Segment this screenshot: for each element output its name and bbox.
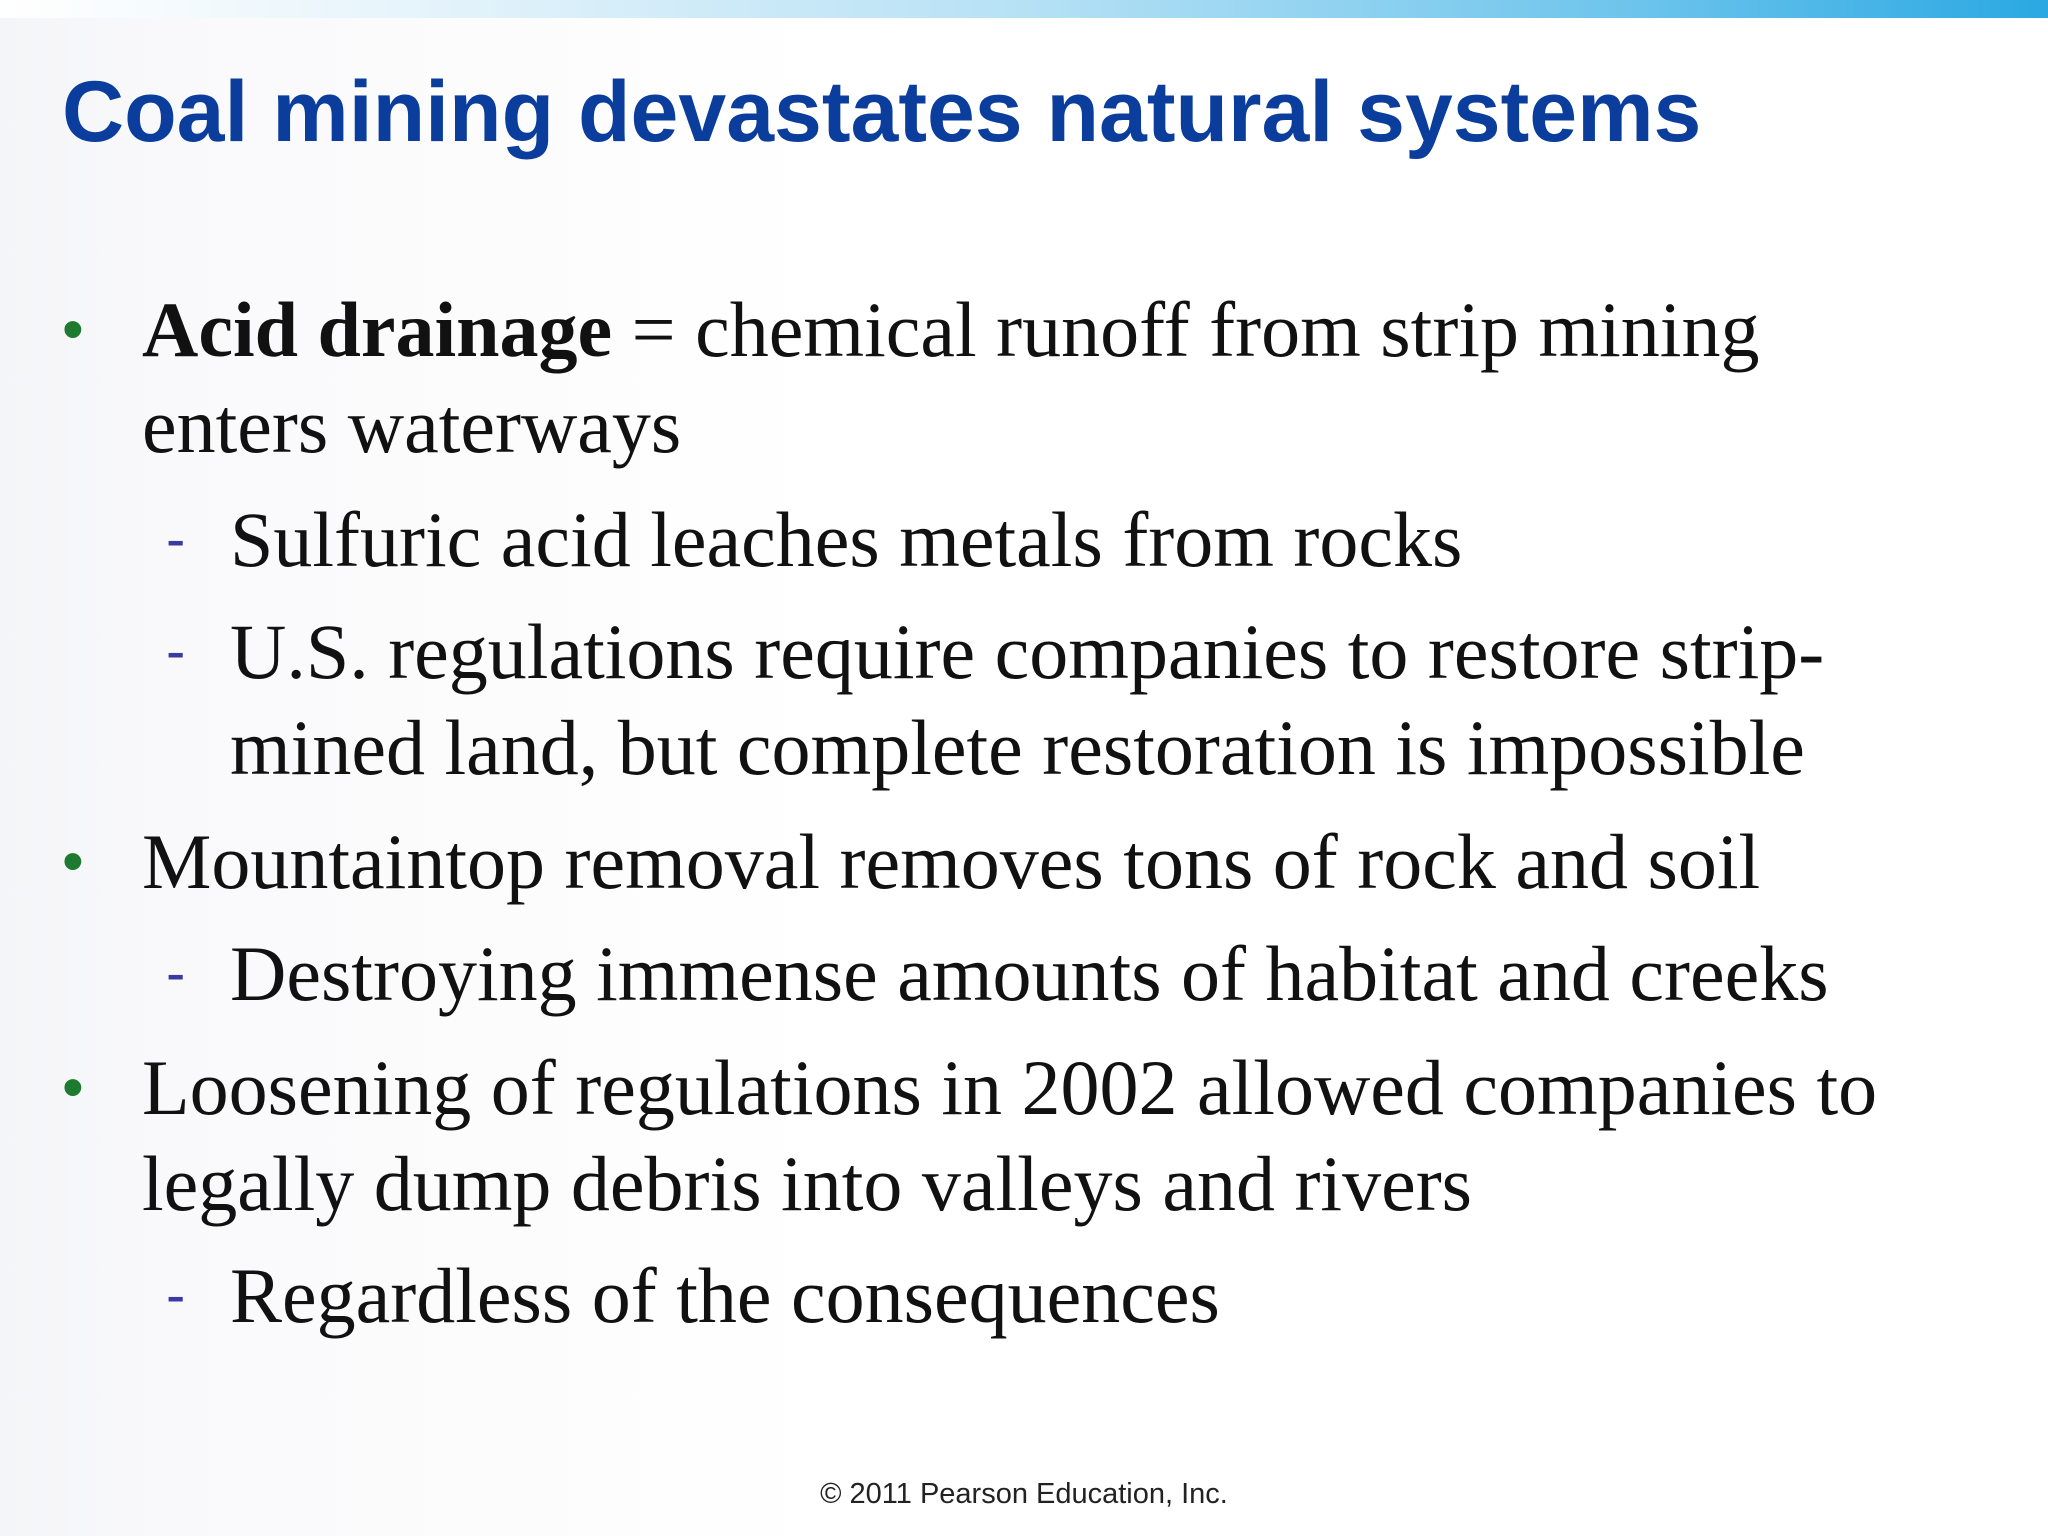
bullet-1-term: Acid drainage xyxy=(142,286,613,373)
subpoint-1-1: Sulfuric acid leaches metals from rocks xyxy=(230,496,1463,583)
subpoint-3-1: Regardless of the consequences xyxy=(230,1252,1220,1339)
bullet-icon: • xyxy=(62,827,84,896)
copyright-footer: © 2011 Pearson Education, Inc. xyxy=(820,1478,1228,1510)
subpoint-2-1: Destroying immense amounts of habitat and creeks xyxy=(230,930,1829,1017)
bullet-icon: • xyxy=(62,1053,84,1122)
dash-icon: - xyxy=(166,507,186,572)
subpoint-1-2-line-1: U.S. regulations require companies to restore strip- xyxy=(230,608,1825,695)
bullet-1-line-1 xyxy=(142,282,1759,378)
bullet-3-line-1: Loosening of regulations in 2002 allowed companies to xyxy=(142,1044,1878,1131)
dash-icon: - xyxy=(166,941,186,1006)
bullet-1-text: = chemical runoff from strip mining xyxy=(612,286,1760,373)
bullet-2-line-1: Mountaintop removal removes tons of rock and soil xyxy=(142,818,1761,905)
dash-icon: - xyxy=(166,1263,186,1328)
top-accent-bar xyxy=(0,0,2048,18)
dash-icon: - xyxy=(166,619,186,684)
subpoint-1-2-line-2: mined land, but complete restoration is impossible xyxy=(230,704,1805,791)
slide-title: Coal mining devastates natural systems xyxy=(62,64,1702,160)
bullet-icon: • xyxy=(62,295,84,364)
bullet-3-line-2: legally dump debris into valleys and rivers xyxy=(142,1140,1473,1227)
bullet-1-line-2: enters waterways xyxy=(142,382,682,469)
